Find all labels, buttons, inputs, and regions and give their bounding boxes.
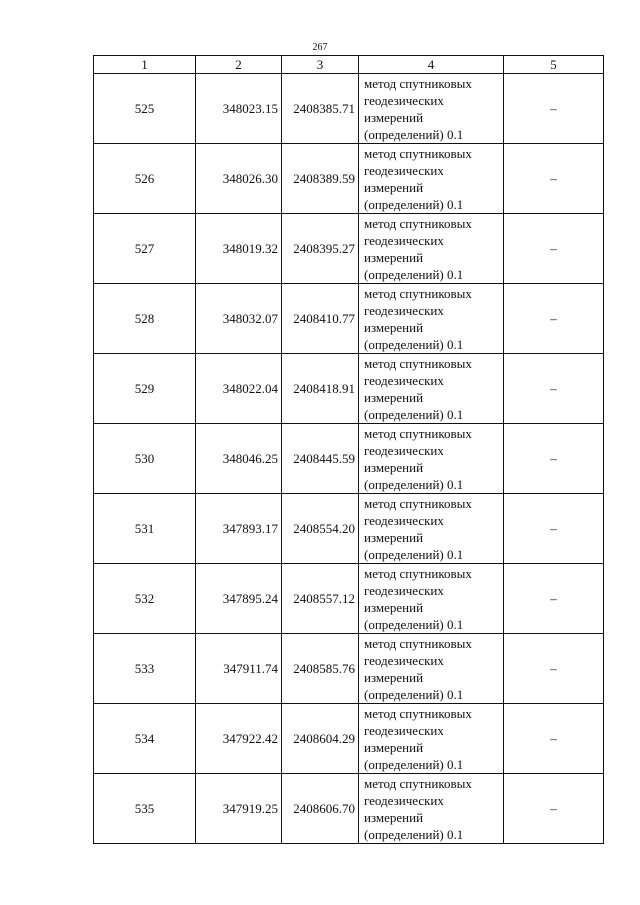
coordinate-x-cell: 347893.17	[196, 494, 282, 564]
method-cell: метод спутниковых геодезических измерений (определений) 0.1	[359, 494, 504, 564]
coordinate-x-cell: 348023.15	[196, 74, 282, 144]
coordinate-x-cell: 348026.30	[196, 144, 282, 214]
coordinate-x-cell: 348019.32	[196, 214, 282, 284]
point-number-cell: 529	[94, 354, 196, 424]
point-number-cell: 531	[94, 494, 196, 564]
method-cell: метод спутниковых геодезических измерений (определений) 0.1	[359, 774, 504, 844]
point-number-cell: 535	[94, 774, 196, 844]
table-row	[94, 74, 604, 144]
method-cell: метод спутниковых геодезических измерений (определений) 0.1	[359, 144, 504, 214]
method-cell: метод спутниковых геодезических измерений (определений) 0.1	[359, 634, 504, 704]
coordinate-y-cell: 2408418.91	[282, 354, 359, 424]
coordinates-table	[93, 55, 604, 844]
table-row	[94, 634, 604, 704]
method-cell: метод спутниковых геодезических измерений (определений) 0.1	[359, 424, 504, 494]
note-cell: –	[504, 74, 604, 144]
coordinate-x-cell: 348032.07	[196, 284, 282, 354]
table-row	[94, 144, 604, 214]
coordinate-x-cell: 348046.25	[196, 424, 282, 494]
table-body	[94, 74, 604, 844]
point-number-cell: 534	[94, 704, 196, 774]
method-cell: метод спутниковых геодезических измерений (определений) 0.1	[359, 214, 504, 284]
coordinate-x-cell: 348022.04	[196, 354, 282, 424]
coordinate-y-cell: 2408554.20	[282, 494, 359, 564]
table-row	[94, 424, 604, 494]
page-number: 267	[312, 42, 328, 53]
point-number-cell: 532	[94, 564, 196, 634]
point-number-cell: 526	[94, 144, 196, 214]
method-cell: метод спутниковых геодезических измерений (определений) 0.1	[359, 284, 504, 354]
coordinate-y-cell: 2408585.76	[282, 634, 359, 704]
note-cell: –	[504, 144, 604, 214]
table-header-row	[94, 56, 604, 74]
table-row	[94, 564, 604, 634]
table-row	[94, 494, 604, 564]
note-cell: –	[504, 704, 604, 774]
table-row	[94, 704, 604, 774]
coordinate-y-cell: 2408445.59	[282, 424, 359, 494]
point-number-cell: 528	[94, 284, 196, 354]
method-cell: метод спутниковых геодезических измерений (определений) 0.1	[359, 704, 504, 774]
table-row	[94, 284, 604, 354]
coordinate-x-cell: 347911.74	[196, 634, 282, 704]
point-number-cell: 530	[94, 424, 196, 494]
column-header: 4	[359, 56, 504, 74]
coordinate-y-cell: 2408604.29	[282, 704, 359, 774]
note-cell: –	[504, 214, 604, 284]
table-row	[94, 774, 604, 844]
coordinate-y-cell: 2408395.27	[282, 214, 359, 284]
note-cell: –	[504, 284, 604, 354]
note-cell: –	[504, 354, 604, 424]
coordinate-x-cell: 347922.42	[196, 704, 282, 774]
method-cell: метод спутниковых геодезических измерений (определений) 0.1	[359, 564, 504, 634]
coordinate-y-cell: 2408389.59	[282, 144, 359, 214]
coordinate-y-cell: 2408410.77	[282, 284, 359, 354]
table-row	[94, 214, 604, 284]
method-cell: метод спутниковых геодезических измерений (определений) 0.1	[359, 74, 504, 144]
column-header: 1	[94, 56, 196, 74]
note-cell: –	[504, 424, 604, 494]
note-cell: –	[504, 564, 604, 634]
column-header: 5	[504, 56, 604, 74]
column-header: 2	[196, 56, 282, 74]
point-number-cell: 533	[94, 634, 196, 704]
note-cell: –	[504, 494, 604, 564]
coordinate-x-cell: 347919.25	[196, 774, 282, 844]
point-number-cell: 525	[94, 74, 196, 144]
note-cell: –	[504, 774, 604, 844]
method-cell: метод спутниковых геодезических измерений (определений) 0.1	[359, 354, 504, 424]
coordinate-y-cell: 2408557.12	[282, 564, 359, 634]
coordinate-y-cell: 2408606.70	[282, 774, 359, 844]
coordinate-y-cell: 2408385.71	[282, 74, 359, 144]
coordinate-x-cell: 347895.24	[196, 564, 282, 634]
column-header: 3	[282, 56, 359, 74]
point-number-cell: 527	[94, 214, 196, 284]
table-row	[94, 354, 604, 424]
note-cell: –	[504, 634, 604, 704]
